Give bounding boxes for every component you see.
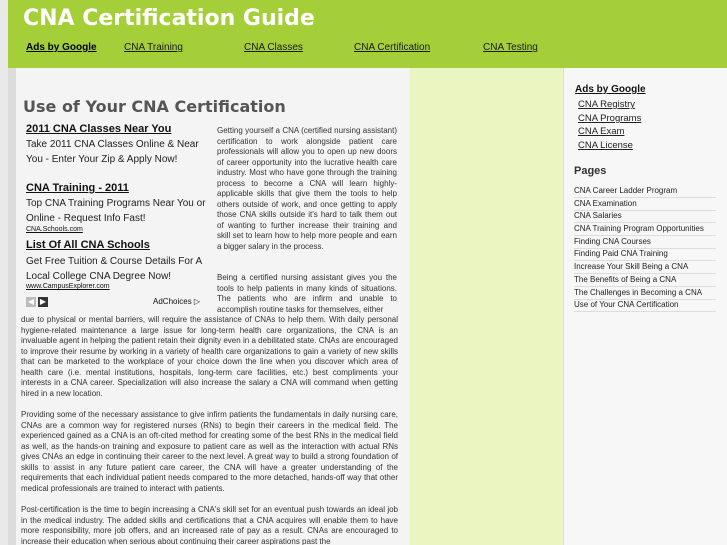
- adchoices-label: AdChoices: [153, 297, 192, 306]
- sidebar-ad-link[interactable]: CNA Programs: [578, 113, 642, 124]
- ad-url-3[interactable]: www.CampusExplorer.com: [26, 283, 110, 290]
- left-strip: [8, 68, 16, 545]
- ad-title-2[interactable]: CNA Training - 2011: [26, 182, 129, 194]
- sidebar-ad-link[interactable]: CNA License: [578, 140, 633, 151]
- ad-next-arrow-icon[interactable]: ▶: [39, 297, 47, 306]
- ad-title-1[interactable]: 2011 CNA Classes Near You: [26, 123, 172, 135]
- ad-text-2[interactable]: Top CNA Training Programs Near You or Online - Request Info Fast!: [26, 198, 206, 224]
- sidebar-ads-label[interactable]: Ads by Google: [575, 84, 646, 95]
- main-content: [16, 68, 410, 545]
- page-link[interactable]: CNA Examination: [574, 199, 716, 211]
- ad-text-1[interactable]: Take 2011 CNA Classes Online & Near You - Enter Your Zip & Apply Now!: [26, 139, 199, 165]
- adchoices-link[interactable]: [153, 297, 200, 306]
- nav-link-cna-training[interactable]: CNA Training: [124, 42, 183, 53]
- page-link[interactable]: The Benefits of Being a CNA: [574, 275, 716, 287]
- paragraph-3: Providing some of the necessary assistance to give infirm patients the fundamentals in daily nursing care, CNAs are a common way for registered nurses (RNs) to begin their careers in the medical field. The experienced gained as a CNA is an oft-cited method for creating some of the best RNs in the medical field as well, as the hands-on training and exposure to patient care as well as the interaction with actual RNs gives CNAs an edge in continuing their career to the next level. A great way to build a strong foundation of skills to assist in any future patient care career, the CNA will have a greater understanding of the requirements that each individual patient needs compared to the more detached, hands-off way that other medical professionals are trained to interact with patients.: [21, 410, 398, 493]
- ad-block: [26, 121, 209, 309]
- page-link[interactable]: Increase Your Skill Being a CNA: [574, 262, 716, 274]
- ads-by-google-label[interactable]: Ads by Google: [26, 42, 97, 53]
- pages-heading: Pages: [574, 165, 607, 177]
- ad-url-2[interactable]: CNA.Schools.com: [26, 226, 83, 233]
- page-link[interactable]: Use of Your CNA Certification: [574, 300, 716, 312]
- middle-column: [410, 68, 563, 545]
- nav-link-cna-testing[interactable]: CNA Testing: [483, 42, 538, 53]
- page-link[interactable]: Finding CNA Courses: [574, 237, 716, 249]
- page-link[interactable]: CNA Training Program Opportunities: [574, 224, 716, 236]
- page-link[interactable]: CNA Salaries: [574, 211, 716, 223]
- paragraph-1: Getting yourself a CNA (certified nursing assistant) certification to work alongside patient care professionals will allow you to open up new doors of career opportunity into the lucrative health care industry. Most who have gone through the training process to become a CNA will learn highly-applicable skills that give them the tools to help others outside of work, and once getting to apply those CNA skills outside it's hard to talk them out of wanting to further increase their training and skill set to learn how to help more people and earn a bigger salary in the process.: [217, 126, 397, 251]
- ad-title-3[interactable]: List Of All CNA Schools: [26, 239, 150, 251]
- ad-prev-arrow-icon[interactable]: ◀: [27, 297, 35, 306]
- paragraph-2: due to physical or mental barriers, will require the assistance of CNAs to help them. With daily personal hygiene-related maintenance a large issue for long-term health care organizations, the CNA is an invaluable agent in helping the patient retain their dignity even in a debilitated state. CNAs are encouraged to improve their resume by working in a variety of health care organizations to gain a variety of new skills that can be marketed to the workplace of your choice down the line when you discover which area of health care (i.e. mental institutions, hospitals, long-term care facilities, etc.) best compliments your interests in a CNA career. Specialization will also increase the salary a CNA will command when getting hired in a new location.: [21, 315, 398, 398]
- page-link[interactable]: Finding Paid CNA Training: [574, 249, 716, 261]
- sidebar: [563, 68, 727, 545]
- ad-text-3[interactable]: Get Free Tuition & Course Details For A Local College CNA Degree Now!: [26, 256, 202, 282]
- sidebar-ad-link[interactable]: CNA Exam: [578, 126, 625, 137]
- paragraph-4: Post-certification is the time to begin increasing a CNA's skill set for an eventual push towards an ideal job in the medical industry. The added skills and certifications that a CNA acquires will enable them to have more responsibility, more job offers, and an increased rate of pay as a result. CNAs are encouraged to increase their education when serious about continuing their career aspirations past the: [21, 505, 398, 545]
- site-header: [8, 0, 727, 68]
- adchoices-icon: ▷: [193, 297, 201, 306]
- sidebar-ad-link[interactable]: CNA Registry: [578, 99, 636, 110]
- site-title[interactable]: CNA Certification Guide: [23, 6, 315, 31]
- nav-link-cna-classes[interactable]: CNA Classes: [244, 42, 303, 53]
- paragraph-2-top: Being a certified nursing assistant gives you the tools to help patients in many kinds of situations. The patients who are infirm and unable to accomplish routine tasks for themselves, either: [217, 273, 397, 314]
- page-title: Use of Your CNA Certification: [23, 97, 286, 116]
- page-link[interactable]: The Challenges in Becoming a CNA: [574, 288, 716, 300]
- nav-link-cna-certification[interactable]: CNA Certification: [354, 42, 431, 53]
- page-link[interactable]: CNA Career Ladder Program: [574, 186, 716, 198]
